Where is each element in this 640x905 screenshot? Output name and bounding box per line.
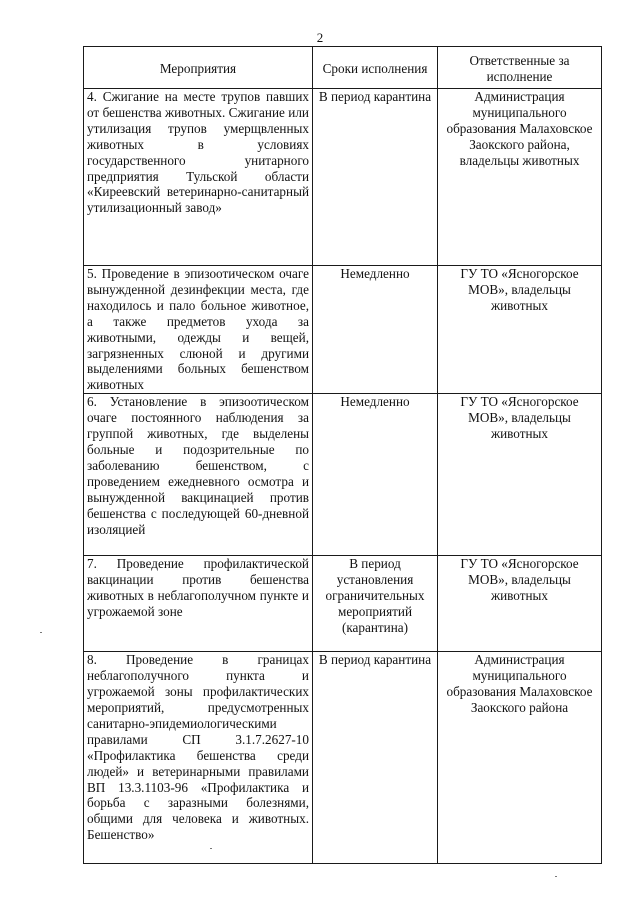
page-number: 2	[316, 30, 324, 45]
scan-speck	[555, 876, 557, 877]
header-measures: Мероприятия	[84, 47, 313, 89]
measures-table	[83, 46, 602, 864]
scan-speck	[40, 632, 42, 633]
row-8-responsible: Администрация муниципального образования Малаховское Заокского района	[438, 652, 602, 864]
row-5-action: 5. Проведение в эпизоотическом очаге вынужденной дезинфекции места, где находилось и пало больное животное, а также предметов ухода за животными, одежды и вещей, загрязненных слюной и другими выделениями больных бешенством животных	[84, 266, 313, 394]
table-header-row	[84, 47, 602, 89]
table-row	[84, 89, 602, 266]
row-6-responsible: ГУ ТО «Ясногорское МОВ», владельцы животных	[438, 394, 602, 556]
row-7-responsible: ГУ ТО «Ясногорское МОВ», владельцы животных	[438, 556, 602, 652]
header-deadlines: Сроки исполнения	[313, 47, 438, 89]
scan-speck	[210, 848, 212, 849]
table-row	[84, 556, 602, 652]
row-6-term: Немедленно	[313, 394, 438, 556]
row-7-action: 7. Проведение профилактической вакцинации против бешенства животных в неблагополучном пункте и угрожаемой зоне	[84, 556, 313, 652]
row-7-term: В период установления ограничительных мероприятий (карантина)	[313, 556, 438, 652]
row-5-responsible: ГУ ТО «Ясногорское МОВ», владельцы животных	[438, 266, 602, 394]
row-8-term: В период карантина	[313, 652, 438, 864]
table-row	[84, 266, 602, 394]
header-responsible: Ответственные за исполнение	[438, 47, 602, 89]
row-4-term: В период карантина	[313, 89, 438, 266]
table-row	[84, 394, 602, 556]
row-5-term: Немедленно	[313, 266, 438, 394]
table-row	[84, 652, 602, 864]
row-8-action: 8. Проведение в границах неблагополучного пункта и угрожаемой зоны профилактических мероприятий, предусмотренных санитарно-эпидемиологическими правилами СП 3.1.7.2627-10 «Профилактика бешенства среди людей» и ветеринарными правилами ВП 13.3.1103-96 «Профилактика и борьба с заразными болезнями, общими для человека и животных. Бешенство»	[84, 652, 313, 864]
row-6-action: 6. Установление в эпизоотическом очаге постоянного наблюдения за группой животных, где выделены больные и подозрительные по заболеванию бешенством, с проведением ежедневного осмотра и вынужденной вакцинацией против бешенства с последующей 60-дневной изоляцией	[84, 394, 313, 556]
row-4-responsible: Администрация муниципального образования Малаховское Заокского района, владельцы животных	[438, 89, 602, 266]
row-4-action: 4. Сжигание на месте трупов павших от бешенства животных. Сжигание или утилизация трупов умерщвленных животных в условиях государственного унитарного предприятия Тульской области «Киреевский ветеринарно-санитарный утилизационный завод»	[84, 89, 313, 266]
